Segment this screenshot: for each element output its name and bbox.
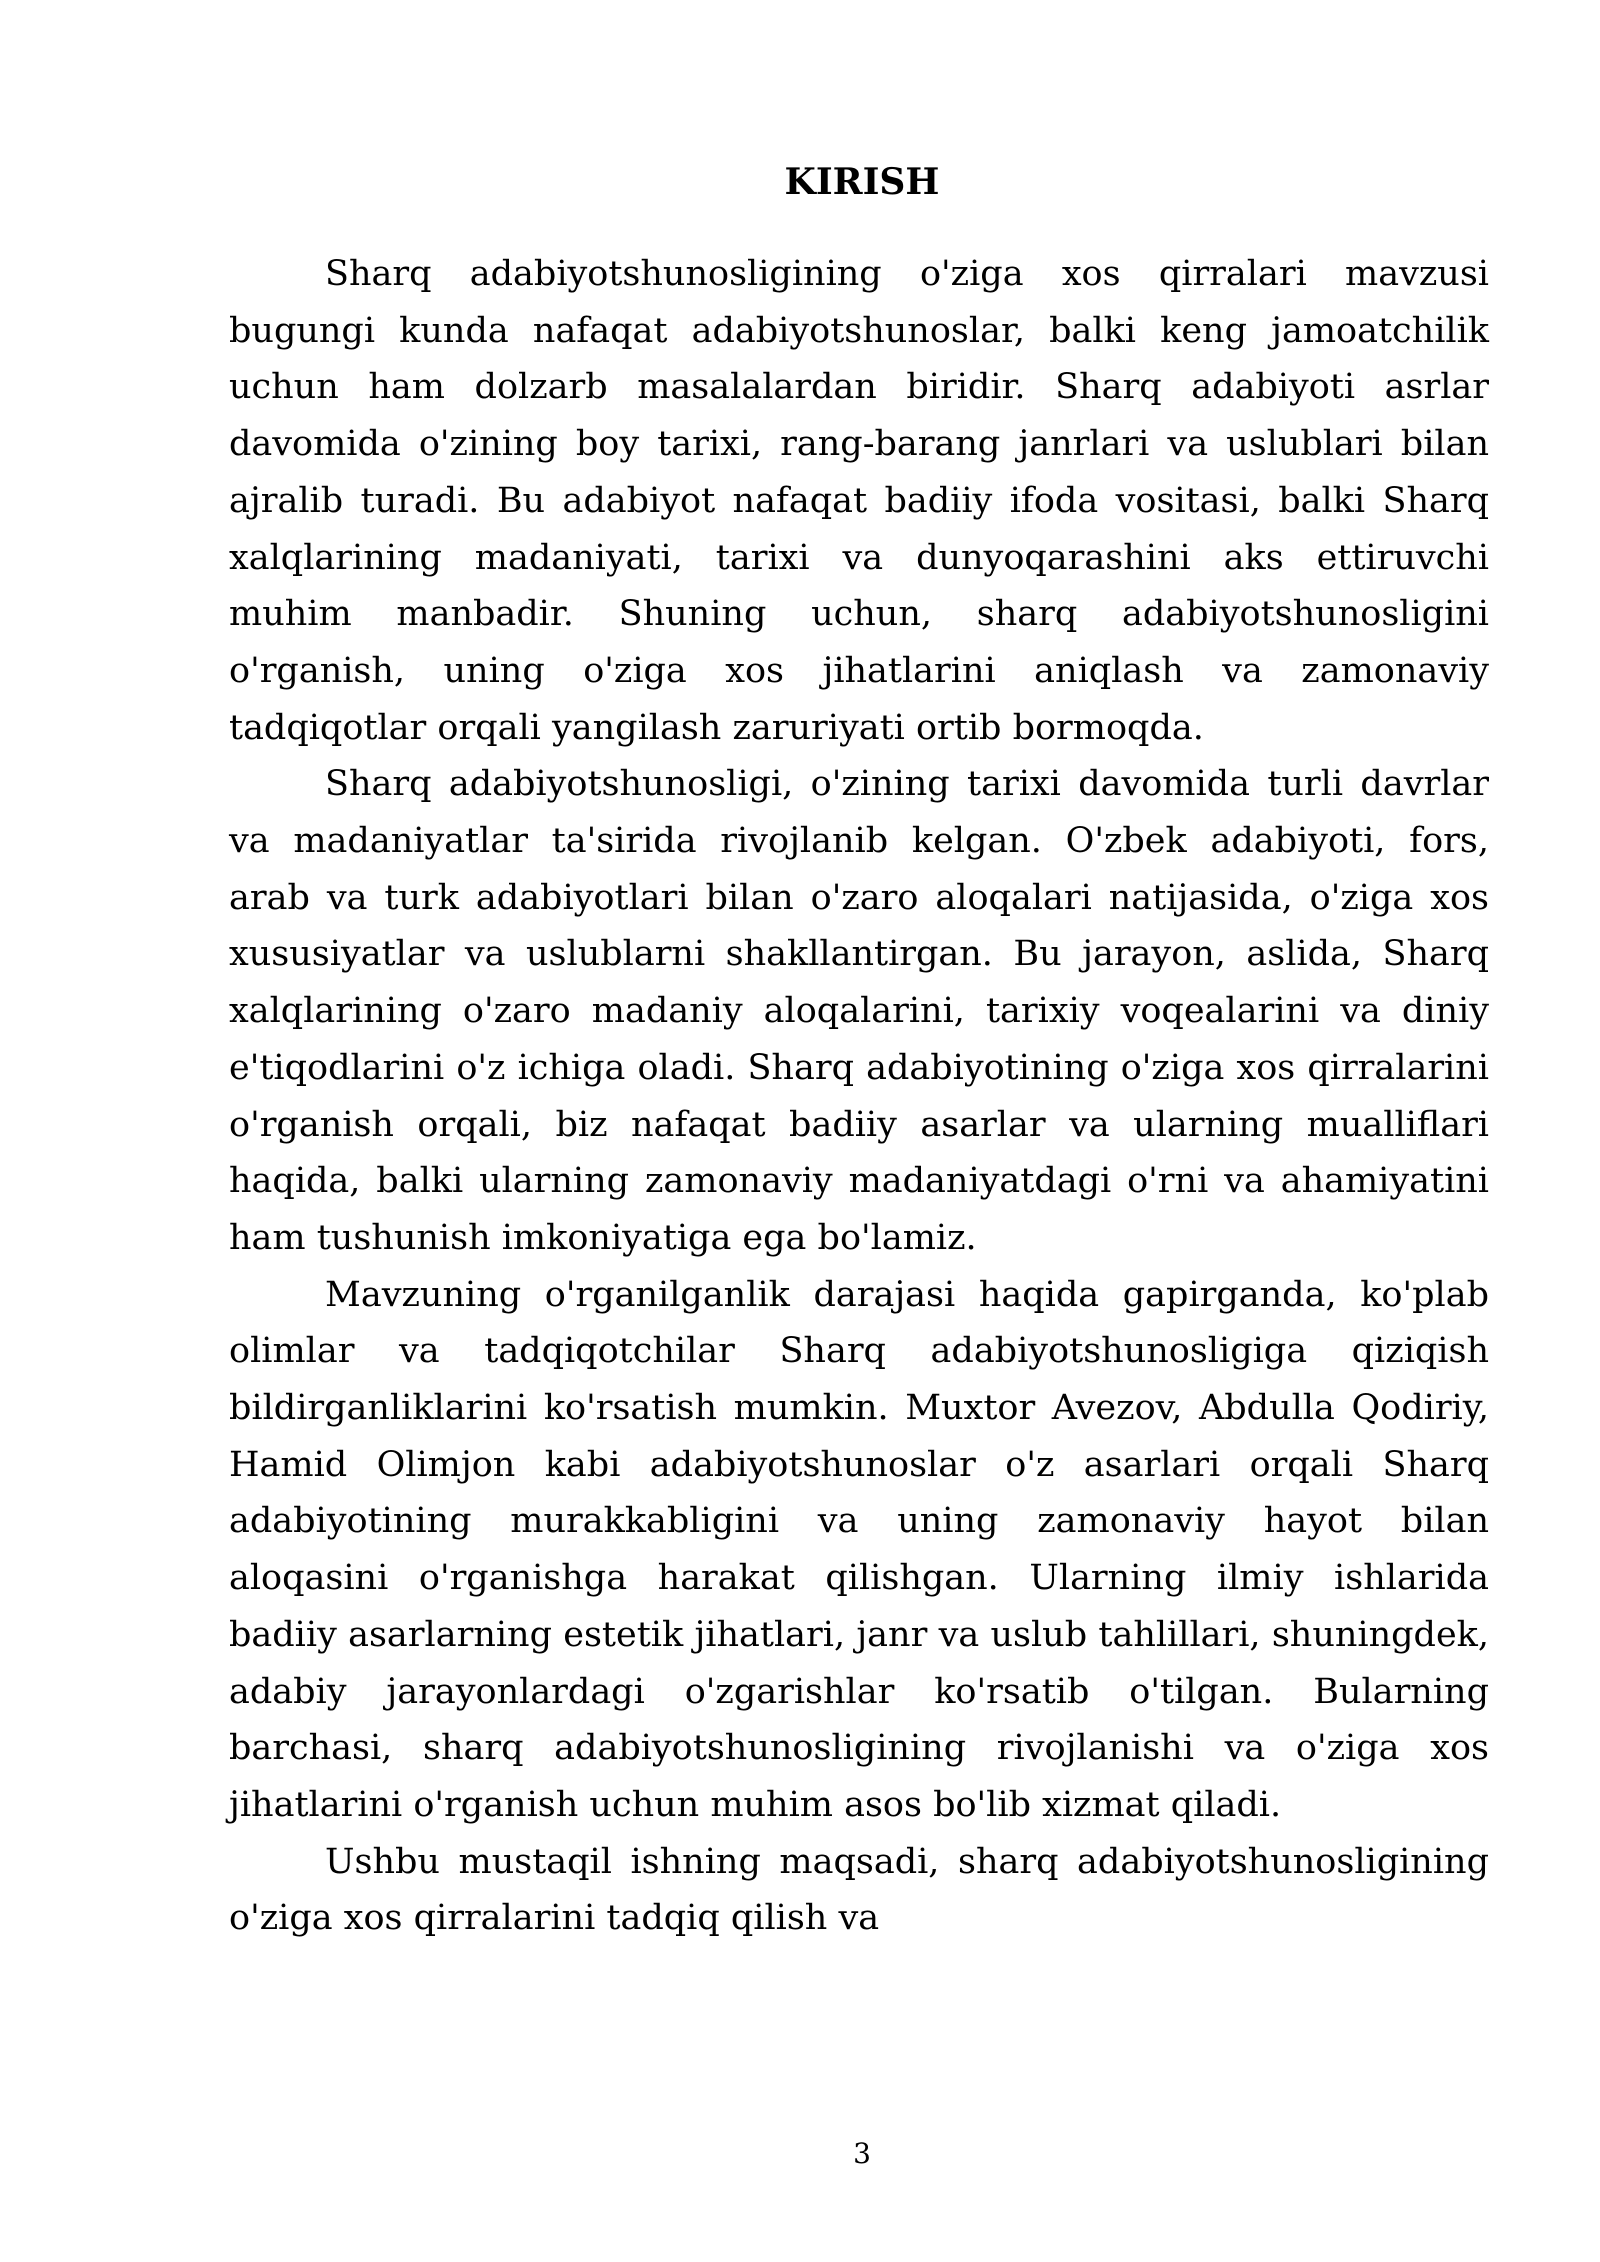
paragraph-2: Sharq adabiyotshunosligi, o'zining tarixi davomida turli davrlar va madaniyatlar ta'sirida rivojlanib kelgan. O'zbek adabiyoti, fors, arab va turk adabiyotlari bilan o'zaro aloqalari natijasida, o'ziga xos xususiyatlar va uslublarni shakllantirgan. Bu jarayon, aslida, Sharq xalqlarining o'zaro madaniy aloqalarini, tarixiy voqealarini va diniy e'tiqodlarini o'z ichiga oladi. Sharq adabiyotining o'ziga xos qirralarini o'rganish orqali, biz nafaqat badiiy asarlar va ularning mualliflari haqida, balki ularning zamonaviy madaniyatdagi o'rni va ahamiyatini ham tushunish imkoniyatiga ega bo'lamiz. [229, 764, 1489, 1258]
paragraph-1: Sharq adabiyotshunosligining o'ziga xos qirralari mavzusi bugungi kunda nafaqat adabiyotshunoslar, balki keng jamoatchilik uchun ham dolzarb masalalardan biridir. Sharq adabiyoti asrlar davomida o'zining boy tarixi, rang-barang janrlari va uslublari bilan ajralib turadi. Bu adabiyot nafaqat badiiy ifoda vositasi, balki Sharq xalqlarining madaniyati, tarixi va dunyoqarashini aks ettiruvchi muhim manbadir. Shuning uchun, sharq adabiyotshunosligini o'rganish, uning o'ziga xos jihatlarini aniqlash va zamonaviy tadqiqotlar orqali yangilash zaruriyati ortib bormoqda. [229, 254, 1489, 748]
paragraph-4: Ushbu mustaqil ishning maqsadi, sharq adabiyotshunosligining o'ziga xos qirralarini tadqiq qilish va [229, 1841, 1489, 1939]
body-text [229, 246, 1489, 1947]
paragraph-3: Mavzuning o'rganilganlik darajasi haqida gapirganda, ko'plab olimlar va tadqiqotchilar Sharq adabiyotshunosligiga qiziqish bildirganliklarini ko'rsatish mumkin. Muxtor Avezov, Abdulla Qodiriy, Hamid Olimjon kabi adabiyotshunoslar o'z asarlari orqali Sharq adabiyotining murakkabligini va uning zamonaviy hayot bilan aloqasini o'rganishga harakat qilishgan. Ularning ilmiy ishlarida badiiy asarlarning estetik jihatlari, janr va uslub tahlillari, shuningdek, adabiy jarayonlardagi o'zgarishlar ko'rsatib o'tilgan. Bularning barchasi, sharq adabiyotshunosligining rivojlanishi va o'ziga xos jihatlarini o'rganish uchun muhim asos bo'lib xizmat qiladi. [229, 1274, 1489, 1825]
section-heading: KIRISH [784, 161, 940, 203]
page-number: 3 [853, 2137, 871, 2170]
